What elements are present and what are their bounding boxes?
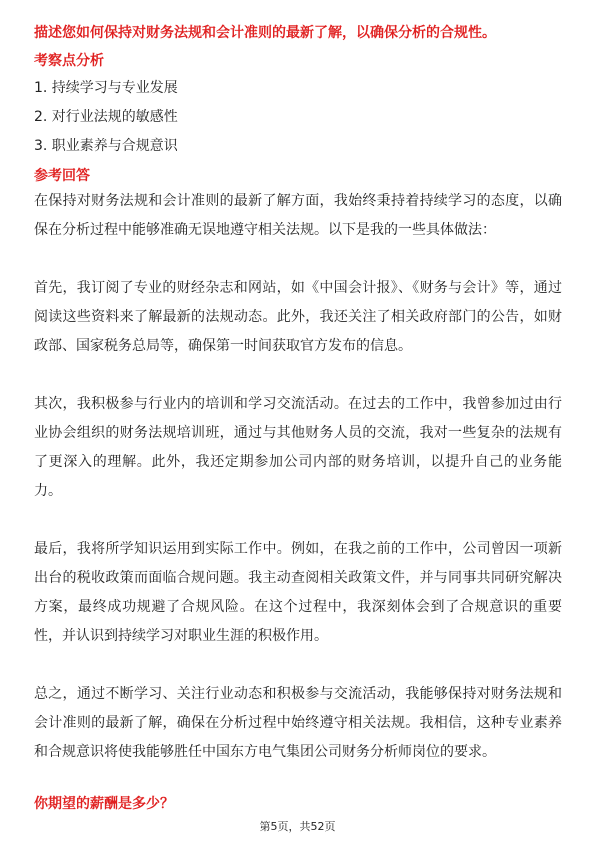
page-content: [34, 22, 562, 796]
analysis-point: 1. 持续学习与专业发展: [34, 80, 178, 96]
next-question-title: 你期望的薪酬是多少？: [34, 796, 174, 812]
answer-heading: 参考回答: [34, 168, 90, 184]
answer-paragraph: 在保持对财务法规和会计准则的最新了解方面，我始终秉持着持续学习的态度，以确保在分析过程中能够准确无误地遵守相关法规。以下是我的一些具体做法：: [34, 193, 562, 238]
analysis-point: 3. 职业素养与合规意识: [34, 138, 178, 154]
analysis-heading: 考察点分析: [34, 53, 104, 69]
answer-paragraph: 首先，我订阅了专业的财经杂志和网站，如《中国会计报》、《财务与会计》等，通过阅读这些资料来了解最新的法规动态。此外，我还关注了相关政府部门的公告，如财政部、国家税务总局等，确保第一时间获取官方发布的信息。: [34, 280, 562, 354]
page-number: 第5页，共52页: [259, 820, 336, 833]
analysis-point: 2. 对行业法规的敏感性: [34, 109, 178, 125]
answer-paragraph: 最后，我将所学知识运用到实际工作中。例如，在我之前的工作中，公司曾因一项新出台的税收政策而面临合规问题。我主动查阅相关政策文件，并与同事共同研究解决方案，最终成功规避了合规风险。在这个过程中，我深刻体会到了合规意识的重要性，并认识到持续学习对职业生涯的积极作用。: [34, 541, 562, 644]
analysis-points-list: [34, 74, 562, 161]
answer-paragraph: 总之，通过不断学习、关注行业动态和积极参与交流活动，我能够保持对财务法规和会计准则的最新了解，确保在分析过程中始终遵守相关法规。我相信，这种专业素养和合规意识将使我能够胜任中国东方电气集团公司财务分析师岗位的要求。: [34, 686, 562, 760]
question-title: 描述您如何保持对财务法规和会计准则的最新了解，以确保分析的合规性。: [34, 25, 496, 41]
answer-paragraph: 其次，我积极参与行业内的培训和学习交流活动。在过去的工作中，我曾参加过由行业协会组织的财务法规培训班，通过与其他财务人员的交流，我对一些复杂的法规有了更深入的理解。此外，我还定期参加公司内部的财务培训，以提升自己的业务能力。: [34, 396, 562, 499]
